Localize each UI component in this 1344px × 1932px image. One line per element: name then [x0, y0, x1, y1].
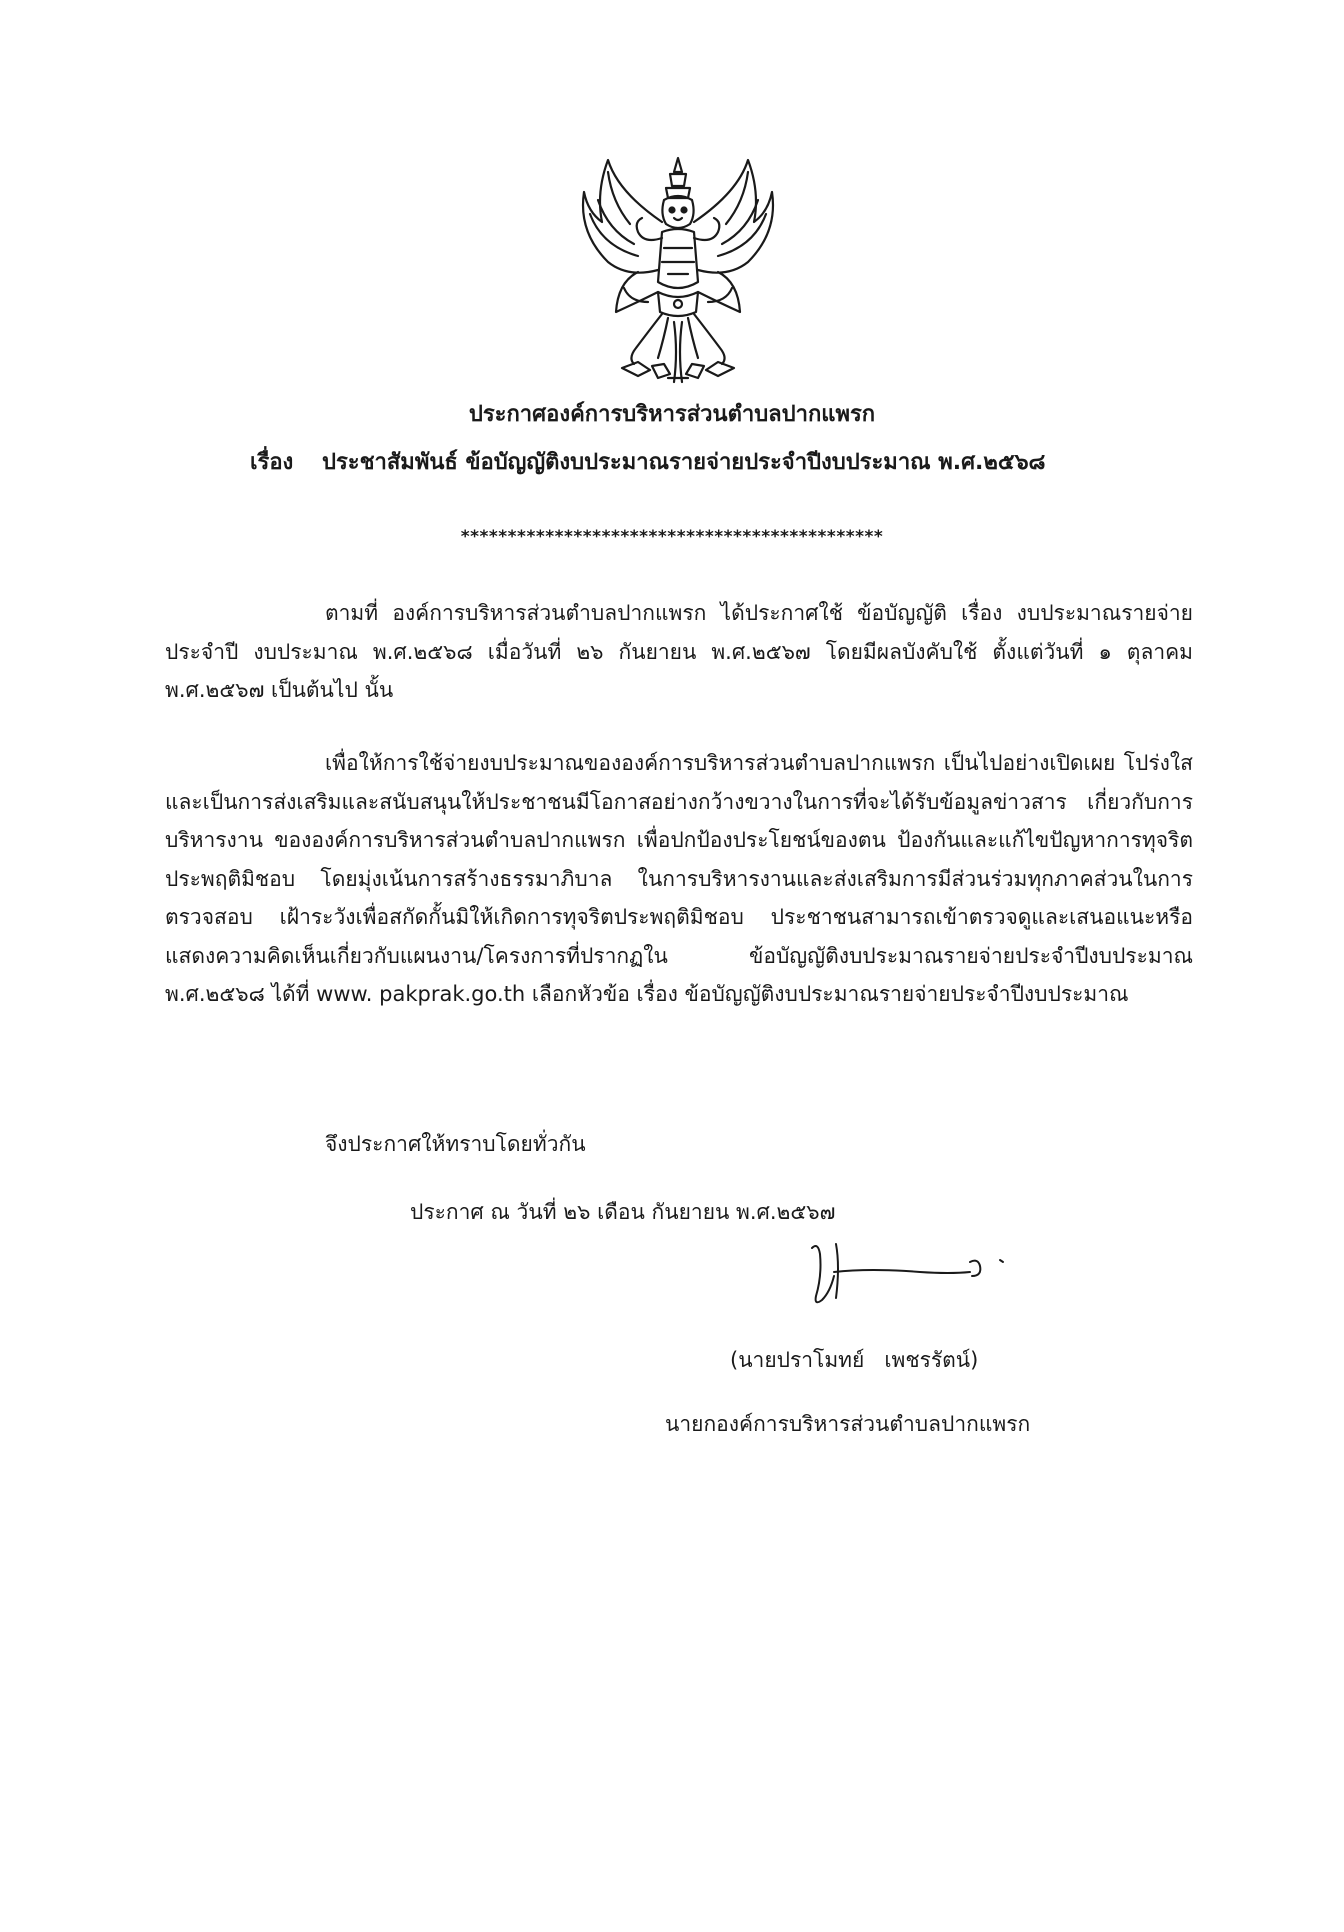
- signer-name: (นายปราโมทย์ เพชรรัตน์): [730, 1348, 979, 1372]
- handwritten-signature-icon: [800, 1236, 1040, 1316]
- closing-statement: จึงประกาศให้ทราบโดยทั่วกัน: [325, 1132, 586, 1156]
- announcement-title: ประกาศองค์การบริหารส่วนตำบลปากแพรก: [468, 402, 876, 427]
- garuda-emblem-icon: [578, 152, 778, 390]
- announcement-dateline: ประกาศ ณ วันที่ ๒๖ เดือน กันยายน พ.ศ.๒๕๖๗: [410, 1200, 836, 1224]
- signer-position: นายกองค์การบริหารส่วนตำบลปากแพรก: [665, 1412, 1031, 1436]
- paragraph-2: เพื่อให้การใช้จ่ายงบประมาณขององค์การบริหารส่วนตำบลปากแพรก เป็นไปอย่างเปิดเผย โปร่งใส และเป็นการส่งเสริมและสนับสนุนให้ประชาชนมีโอกาสอย่างกว้างขวางในการที่จะได้รับข้อมูลข่าวสาร เกี่ยวกับการบริหารงาน ขององค์การบริหารส่วนตำบลปากแพรก เพื่อปกป้องประโยชน์ของตน ป้องกันและแก้ไขปัญหาการทุจริต ประพฤติมิชอบ โดยมุ่งเน้นการสร้างธรรมาภิบาล ในการบริหารงานและส่งเสริมการมีส่วนร่วมทุกภาคส่วนในการตรวจสอบ เฝ้าระวังเพื่อสกัดกั้นมิให้เกิดการทุจริตประพฤติมิชอบ ประชาชนสามารถเข้าตรวจดูและเสนอแนะหรือแสดงความคิดเห็นเกี่ยวกับแผนงาน/โครงการที่ปรากฏใน ข้อบัญญัติงบประมาณรายจ่ายประจำปีงบประมาณ พ.ศ.๒๕๖๘ ได้ที่ www. pakprak.go.th เลือกหัวข้อ เรื่อง ข้อบัญญัติงบประมาณรายจ่ายประจำปีงบประมาณ: [165, 751, 1193, 1006]
- subject-label: เรื่อง: [250, 450, 294, 475]
- subject-text: ประชาสัมพันธ์ ข้อบัญญัติงบประมาณรายจ่ายประจำปีงบประมาณ พ.ศ.๒๕๖๘: [322, 450, 1046, 475]
- paragraph-1: ตามที่ องค์การบริหารส่วนตำบลปากแพรก ได้ประกาศใช้ ข้อบัญญัติ เรื่อง งบประมาณรายจ่ายประจำปี งบประมาณ พ.ศ.๒๕๖๘ เมื่อวันที่ ๒๖ กันยายน พ.ศ.๒๕๖๗ โดยมีผลบังคับใช้ ตั้งแต่วันที่ ๑ ตุลาคม พ.ศ.๒๕๖๗ เป็นต้นไป นั้น: [165, 601, 1193, 702]
- announcement-subject: [250, 448, 1046, 478]
- separator-line: *********************************************: [460, 527, 884, 547]
